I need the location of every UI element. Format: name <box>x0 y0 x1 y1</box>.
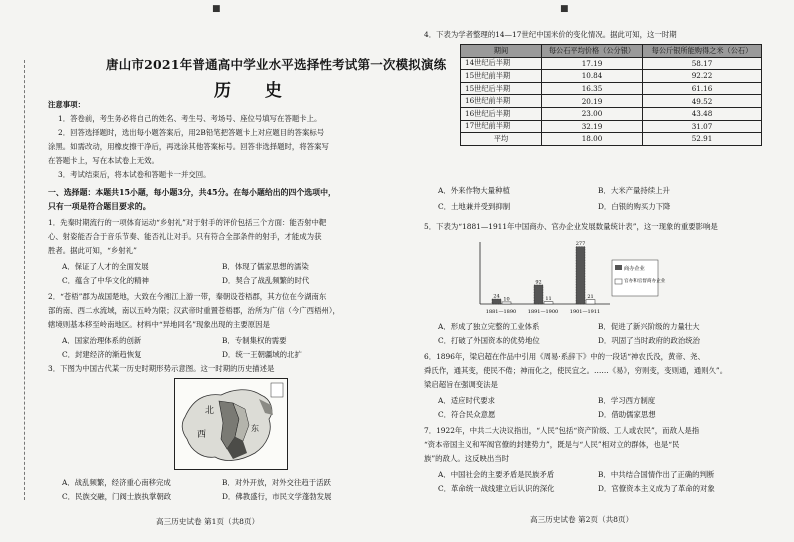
table-row <box>461 95 762 108</box>
page-footer-left: 高三历史试卷 第1页（共8页） <box>156 517 260 526</box>
map-label-east: 东 <box>251 424 259 433</box>
q2-stem: 2．“苍梧”郡为战国楚地，大致在今湘江上游一带，秦朝设苍梧郡，其方位在今湖南东 <box>48 292 327 301</box>
q4-stem: 4．下表为学者整理的14—17世纪中国米价的变化情况。据此可知，这一时期 <box>424 30 677 39</box>
q7-stem: 7．1922年，中共二大决议指出，“人民”包括“资产阶级、工人或农民”，而敌人是指 <box>424 426 700 435</box>
q7-option-d: D．官僚资本主义成为了革命的对象 <box>598 484 715 493</box>
table-cell: 32.19 <box>542 120 643 133</box>
q4-option-c: C．土地兼并受到抑制 <box>438 202 511 211</box>
chart-tick-label: 1891—1900 <box>527 309 559 315</box>
q6-option-d: D．借助儒家思想 <box>598 410 656 419</box>
q5-stem: 5．下表为“1881—1911年中国商办、官办企业发展数量统计表”，这一现象的重要影响是 <box>424 222 718 231</box>
table-header-row <box>461 45 762 58</box>
q6-stem: 6．1896年，梁启超在作品中引用《周易·系辞下》中的一段话“神农氏没，黄帝、尧、 <box>424 352 705 361</box>
q3-historical-map <box>174 378 288 470</box>
q3-option-a: A．战乱频繁，经济重心南移完成 <box>62 478 171 487</box>
q7-option-b: B．中共结合国情作出了正确的判断 <box>598 470 715 479</box>
q6-stem: 舜氏作，通其变，使民不倦；神而化之，使民宜之。……《易》，穷则变，变则通，通则久”。 <box>424 366 728 375</box>
q1-option-c: C．蕴含了中华文化的精神 <box>62 276 149 285</box>
table-cell: 20.19 <box>542 95 643 108</box>
table-cell: 61.16 <box>643 82 762 95</box>
table-cell: 16世纪前半期 <box>461 95 542 108</box>
notice-heading: 注意事项： <box>48 100 85 109</box>
table-header: 每公斤银所能购得之米（公石） <box>643 45 762 58</box>
q5-option-d: D．巩固了当时政府的政治统治 <box>598 336 701 345</box>
section-heading: 一、选择题：本题共15小题，每小题3分，共45分。在每小题给出的四个选项中， <box>48 188 336 197</box>
q1-option-a: A．保证了人才的全面发展 <box>62 262 149 271</box>
q2-option-c: C．封建经济的渐趋恢复 <box>62 350 142 359</box>
table-row <box>461 70 762 83</box>
table-cell: 10.84 <box>542 70 643 83</box>
table-cell: 58.17 <box>643 57 762 70</box>
q5-option-a: A．形成了独立完整的工业体系 <box>438 322 540 331</box>
chart-data-label: 92 <box>535 279 542 286</box>
table-cell: 43.48 <box>643 107 762 120</box>
table-cell: 16世纪后半期 <box>461 107 542 120</box>
table-row <box>461 120 762 133</box>
top-registration-mark: ■ <box>212 4 221 14</box>
chart-data-label: 11 <box>545 296 552 303</box>
chart-bar <box>576 247 585 304</box>
q4-option-a: A．外来作物大量种植 <box>438 186 510 195</box>
notice-line: 2．回答选择题时，选出每小题答案后，用2B铅笔把答题卡上对应题目的答案标号 <box>58 128 325 137</box>
table-cell: 31.07 <box>643 120 762 133</box>
table-cell: 15世纪后半期 <box>461 82 542 95</box>
chart-data-label: 21 <box>587 294 594 301</box>
table-cell: 14世纪后半期 <box>461 57 542 70</box>
table-row <box>461 133 762 146</box>
q6-option-c: C．符合民众意愿 <box>438 410 496 419</box>
map-drawing <box>175 379 287 469</box>
q3-option-c: C．民族交融，门阀士族执掌朝政 <box>62 492 172 501</box>
table-header: 每公石平均价格（公分银） <box>542 45 643 58</box>
chart-data-label: 24 <box>493 293 500 300</box>
notice-line: 涂黑。如需改动，用橡皮擦干净后，再选涂其他答案标号。回答非选择题时，将答案写 <box>48 142 329 151</box>
q6-option-b: B．学习西方制度 <box>598 396 656 405</box>
table-cell: 49.52 <box>643 95 762 108</box>
q3-option-d: D．佛教盛行，市民文学蓬勃发展 <box>222 492 332 501</box>
table-row <box>461 82 762 95</box>
chart-bar <box>586 300 595 304</box>
q3-stem: 3．下图为中国古代某一历史时期形势示意图。这一时期的历史描述是 <box>48 364 275 373</box>
q2-option-a: A．国家治理体系的创新 <box>62 336 142 345</box>
table-header: 期间 <box>461 45 542 58</box>
notice-line: 1．答卷前，考生务必将自己的姓名、考生号、考场号、座位号填写在答题卡上。 <box>58 114 322 123</box>
q6-stem: 梁启超旨在强调变法是 <box>424 380 498 389</box>
legend-label: 官办和官督商办企业 <box>624 279 666 284</box>
page-footer-right: 高三历史试卷 第2页（共8页） <box>530 515 634 524</box>
q2-stem: 辖境则基本移至岭南地区。材料中“异地同名”现象出现的主要原因是 <box>48 320 270 329</box>
binding-line <box>24 60 26 500</box>
table-cell: 平均 <box>461 133 542 146</box>
table-row <box>461 107 762 120</box>
q1-option-b: B．体现了儒家思想的濡染 <box>222 262 309 271</box>
table-cell: 17.19 <box>542 57 643 70</box>
map-inset-box <box>271 383 283 397</box>
legend-swatch-private <box>615 265 622 270</box>
chart-tick-label: 1881—1890 <box>485 309 517 315</box>
q4-option-d: D．白银的购买力下降 <box>598 202 671 211</box>
table-cell: 52.91 <box>643 133 762 146</box>
table-cell: 18.00 <box>542 133 643 146</box>
q2-option-d: D．统一王朝疆域的北扩 <box>222 350 302 359</box>
q2-stem: 部的南、西二水流域，南以五岭为限；汉武帝时重置苍梧郡，治所为广信（今广西梧州）， <box>48 306 340 315</box>
table-cell: 17世纪前半期 <box>461 120 542 133</box>
chart-data-label: 277 <box>575 241 586 248</box>
table-row <box>461 57 762 70</box>
notice-line: 在答题卡上，写在本试卷上无效。 <box>48 156 159 165</box>
enterprise-bar-chart <box>470 238 666 316</box>
right-page <box>400 0 794 542</box>
map-label-north: 北 <box>205 406 215 416</box>
q2-option-b: B．专制集权的需要 <box>222 336 287 345</box>
q7-stem: “资本帝国主义和军阀官僚的封建势力”，既是与“人民”相对立的群体，也是“民 <box>424 440 680 449</box>
q6-option-a: A．适应时代要求 <box>438 396 496 405</box>
q7-option-a: A．中国社会的主要矛盾是民族矛盾 <box>438 470 555 479</box>
map-label-west: 西 <box>197 430 207 440</box>
chart-bar <box>492 299 501 304</box>
q5-option-b: B．促进了新兴阶级的力量壮大 <box>598 322 700 331</box>
legend-swatch-official <box>615 279 622 284</box>
q7-stem: 族”的敌人。这反映出当时 <box>424 454 510 463</box>
q1-stem: 1．先秦时期流行的一项体育运动“乡射礼”对于射手的评价包括三个方面：能否射中靶 <box>48 218 327 227</box>
q5-option-c: C．打破了外国资本的优势地位 <box>438 336 540 345</box>
subject-title: 历 史 <box>214 81 296 101</box>
notice-line: 3．考试结束后，将本试卷和答题卡一并交回。 <box>58 170 211 179</box>
rice-price-table <box>460 44 762 146</box>
q7-option-c: C．革命统一战线建立后认识的深化 <box>438 484 555 493</box>
q4-option-b: B．大米产量持续上升 <box>598 186 670 195</box>
chart-data-label: 10 <box>503 296 510 303</box>
exam-title: 唐山市2021年普通高中学业水平选择性考试第一次模拟演练 <box>106 57 447 72</box>
chart-tick-label: 1901—1911 <box>569 309 601 315</box>
table-cell: 23.00 <box>542 107 643 120</box>
chart-bar <box>534 285 543 304</box>
legend-label: 商办企业 <box>624 266 645 272</box>
top-registration-mark-right: ■ <box>560 4 569 14</box>
q3-option-b: B．对外开放，对外交往趋于活跃 <box>222 478 331 487</box>
q1-option-d: D．契合了战乱频繁的时代 <box>222 276 310 285</box>
table-cell: 15世纪前半期 <box>461 70 542 83</box>
q1-stem: 心、射姿能否合于音乐节奏、能否礼让对手。只有符合全部条件的射手，才能成为获 <box>48 232 322 241</box>
q1-stem: 胜者。据此可知，“乡射礼” <box>48 246 137 255</box>
table-cell: 16.35 <box>542 82 643 95</box>
table-cell: 92.22 <box>643 70 762 83</box>
section-heading: 只有一项是符合题目要求的。 <box>48 202 151 211</box>
